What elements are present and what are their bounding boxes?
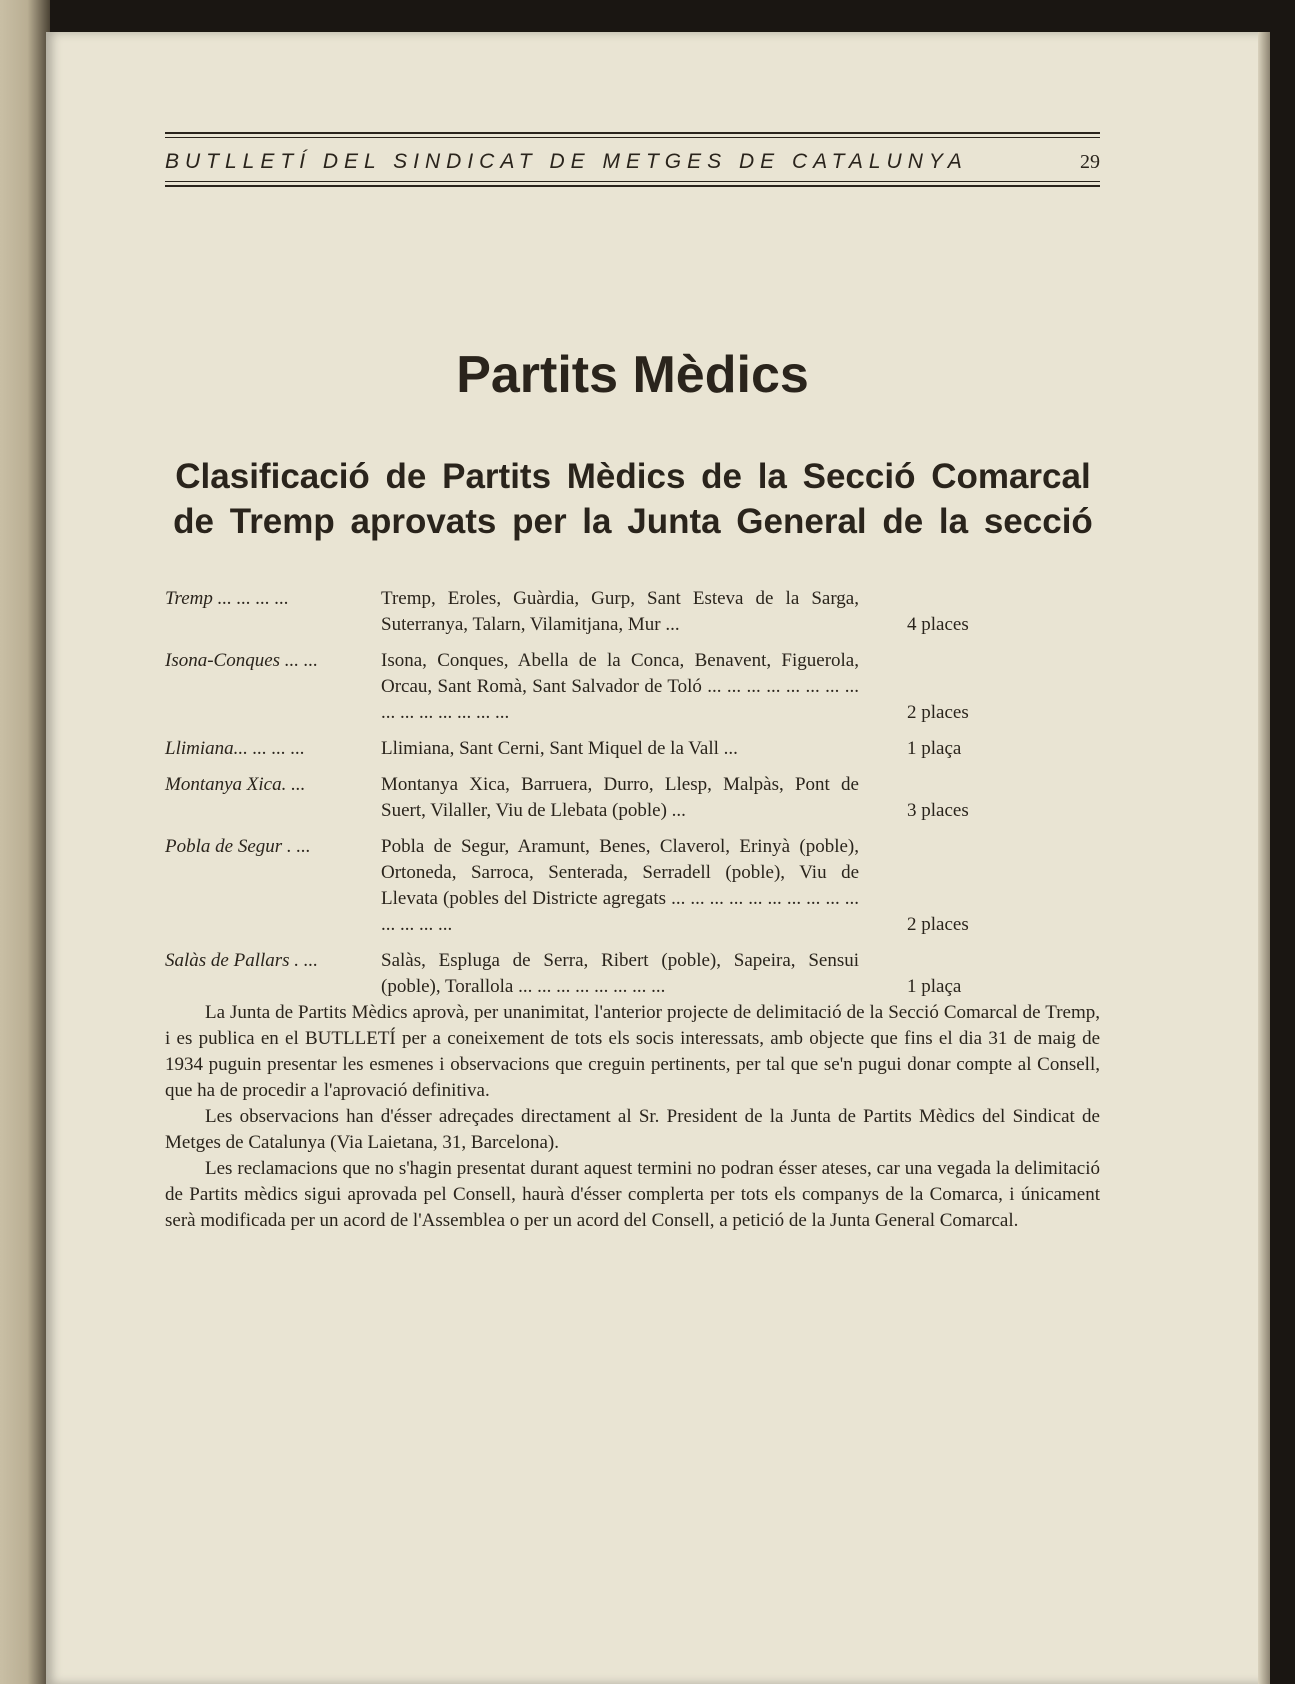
subtitle [158, 454, 1108, 544]
scan-margin [0, 0, 50, 1684]
pobles-list: Isona, Conques, Abella de la Conca, Benavent, Figuerola, Orcau, Sant Romà, Sant Salvador de Toló ... ... ... ... ... ... ... ... ... ... ... ... ... ... ... [381, 650, 859, 723]
pobles-list: Tremp, Eroles, Guàrdia, Gurp, Sant Esteva de la Sarga, Suterranya, Talarn, Vilamitjana, Mur ... [381, 588, 859, 635]
places-count: 2 places [907, 702, 969, 723]
places-count: 2 places [907, 914, 969, 935]
table-row [165, 948, 1100, 1000]
page-edge [1258, 32, 1270, 1684]
paragraph: Les observacions han d'ésser adreçades directament al Sr. President de la Junta de Partits Mèdics del Sindicat de Metges de Catalunya (Via Laietana, 31, Barcelona). [165, 1106, 1100, 1153]
table-row [165, 648, 1100, 726]
table-row [165, 736, 1100, 762]
places-count: 4 places [907, 614, 969, 635]
places-count: 1 plaça [907, 738, 962, 759]
page-number: 29 [1080, 151, 1100, 173]
header-rule-bottom [165, 181, 1100, 187]
paragraph: Les reclamacions que no s'hagin presentat durant aquest termini no podran ésser ateses, car una vegada la delimitació de Partits mèdics sigui aprovada pel Consell, haurà d'ésser complerta per tots els companys de la Comarca, i únicament serà modificada per un acord de l'Assemblea o per un acord del Consell, a petició de la Junta General Comarcal. [165, 1158, 1100, 1231]
paragraph: La Junta de Partits Mèdics aprovà, per unanimitat, l'anterior projecte de delimitació de la Secció Comarcal de Tremp, i es publica en el BUTLLETÍ per a coneixement de tots els socis interessats, amb objecte que fins el dia 31 de maig de 1934 puguin presentar les esmenes i observacions que creguin pertinents, per tal que se'n pugui donar compte al Consell, que ha de procedir a l'aprovació definitiva. [165, 1002, 1100, 1101]
body-text [165, 1000, 1100, 1234]
partit-name: Tremp ... ... ... ... [165, 588, 289, 609]
partit-name: Salàs de Pallars . ... [165, 950, 319, 971]
partit-name: Isona-Conques ... ... [165, 650, 319, 671]
places-count: 3 places [907, 800, 969, 821]
partits-table [165, 586, 1100, 1010]
table-row [165, 834, 1100, 938]
pobles-list: Pobla de Segur, Aramunt, Benes, Claverol, Erinyà (poble), Ortoneda, Sarroca, Senterada, Serradell (poble), Viu de Llevata (pobles del Districte agregats ... ... ... ... ... ... ... ... ... ... ... ... ... ... [381, 836, 859, 935]
page-title: Partits Mèdics [456, 346, 809, 404]
table-row [165, 772, 1100, 824]
pobles-list: Llimiana, Sant Cerni, Sant Miquel de la Vall ... [381, 738, 738, 759]
subtitle-line-1: Clasificació de Partits Mèdics de la Secció Comarcal [175, 457, 1091, 496]
pobles-list: Salàs, Espluga de Serra, Ribert (poble), Sapeira, Sensui (poble), Torallola ... ... ... ... ... ... ... ... [381, 950, 859, 997]
header-rule-top [165, 132, 1100, 138]
pobles-list: Montanya Xica, Barruera, Durro, Llesp, Malpàs, Pont de Suert, Vilaller, Viu de Llebata (poble) ... [381, 774, 859, 821]
subtitle-line-2: de Tremp aprovats per la Junta General de la secció [173, 502, 1093, 541]
partit-name: Montanya Xica. ... [165, 774, 306, 795]
running-header [165, 132, 1100, 187]
partit-name: Llimiana... ... ... ... [165, 738, 305, 759]
table-row [165, 586, 1100, 638]
partit-name: Pobla de Segur . ... [165, 836, 311, 857]
running-title: BUTLLETÍ DEL SINDICAT DE METGES DE CATALUNYA [165, 150, 968, 173]
places-count: 1 plaça [907, 976, 962, 997]
